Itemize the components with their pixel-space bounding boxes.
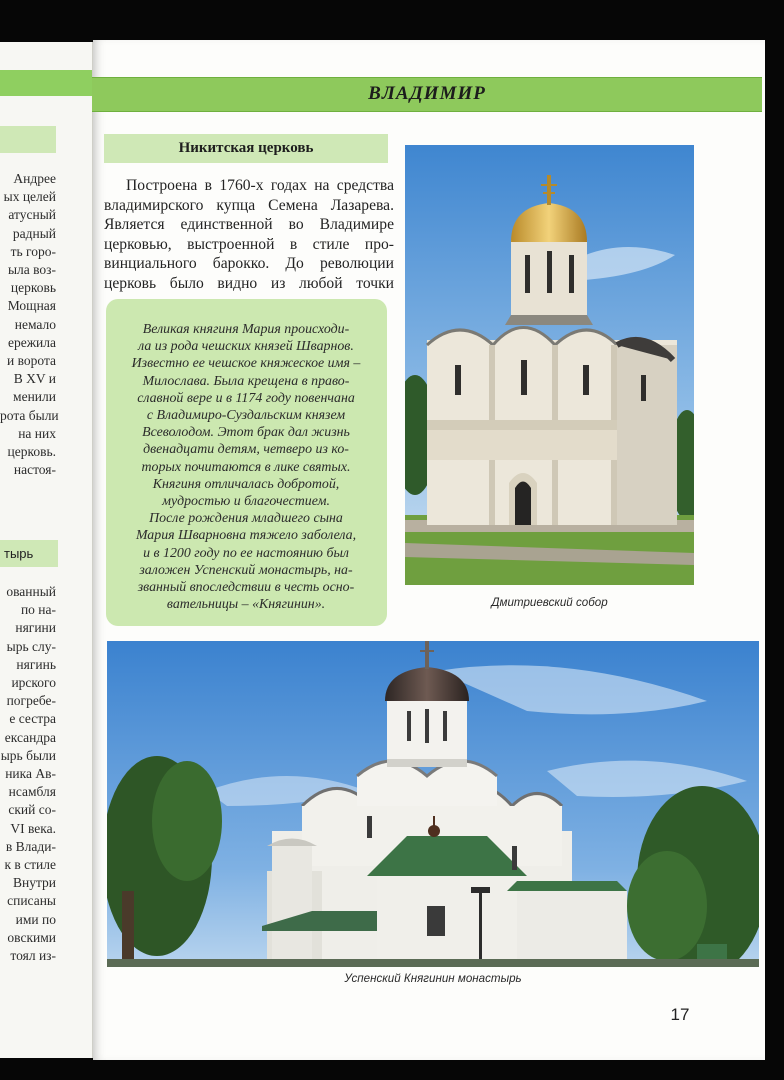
previous-page-line: ырь были	[0, 747, 56, 763]
previous-page-line: В XV и	[13, 371, 56, 387]
previous-page-line: менили	[13, 389, 56, 405]
info-line: заложен Успенский монастырь, на-	[139, 562, 353, 578]
info-line: двенадцати детям, четверо из ко-	[143, 442, 349, 458]
intro-line: церковью, выстроенной в стиле про-	[104, 235, 394, 253]
previous-page-line: ника Ав-	[5, 766, 56, 781]
intro-line: церковь было видно из любой точки	[104, 274, 394, 292]
previous-page-line: нягини	[15, 620, 56, 636]
info-box-text	[110, 321, 382, 613]
previous-page-line: Внутри	[12, 875, 56, 891]
previous-page-line: ими по	[15, 911, 56, 927]
previous-page-line: ский со-	[8, 802, 56, 818]
info-line: Известно ее чешское княжеское имя –	[131, 356, 361, 372]
info-line: Мария Шварновна тяжело заболела,	[135, 528, 357, 544]
info-line: Всеволодом. Этот брак дал жизнь	[142, 425, 350, 441]
previous-page-line: нягинь	[16, 656, 56, 672]
previous-page-line: ых целей	[3, 189, 56, 205]
intro-line: Построена в 1760-х годах на средства	[126, 177, 394, 194]
previous-page-line: погребе-	[6, 693, 56, 709]
intro-paragraph	[104, 176, 394, 294]
previous-page-line: Андрее	[13, 171, 56, 186]
previous-page-line: ть горо-	[10, 243, 56, 259]
monastery-photo	[107, 641, 759, 967]
previous-page-line: ованный	[6, 584, 56, 599]
previous-page-line: рота были	[0, 407, 59, 423]
cathedral-caption: Дмитриевский собор	[491, 596, 608, 609]
previous-page-line: ирского	[11, 675, 56, 690]
previous-page-line: немало	[14, 316, 56, 332]
cathedral-photo	[405, 145, 694, 585]
previous-page-line: списаны	[7, 893, 56, 909]
previous-page-line: в Влади-	[5, 838, 56, 854]
previous-page-subheading: тырь	[0, 540, 58, 567]
info-line: и в 1200 году по ее настоянию был	[143, 545, 349, 561]
section-heading: Никитская церковь	[104, 134, 388, 163]
monastery-caption: Успенский Княгинин монастырь	[344, 972, 522, 985]
previous-page-line: ырь слу-	[6, 638, 56, 654]
info-line: славной вере и в 1174 году повенчана	[137, 390, 355, 406]
previous-page-line: ександра	[4, 729, 56, 745]
page-title: ВЛАДИМИР	[368, 83, 486, 104]
info-line: После рождения младшего сына	[149, 511, 343, 527]
previous-page-line: ыла воз-	[7, 262, 56, 277]
intro-line: винциального барокко. До революции	[104, 255, 394, 273]
previous-page-line: церковь.	[7, 444, 56, 459]
previous-page-line: настоя-	[13, 462, 56, 478]
info-line: Милослава. Была крещена в право-	[142, 373, 350, 389]
page-number: 17	[670, 1005, 690, 1024]
info-line: ла из рода чешских князей Шварнов.	[138, 339, 354, 355]
previous-page-line: Мощная	[7, 298, 56, 314]
intro-line: Является единственной во Владимире	[104, 216, 394, 234]
previous-page-line: и ворота	[6, 353, 56, 368]
info-line: Великая княгиня Мария происходи-	[142, 322, 350, 337]
previous-page-line: тоял из-	[10, 948, 56, 963]
info-line: мудростью и благочестием.	[162, 494, 330, 510]
previous-page-subheading-box	[0, 126, 56, 153]
previous-page-line: к в стиле	[4, 857, 56, 872]
previous-page-line: овскими	[7, 929, 56, 945]
info-line: Княгиня отличалась добротой,	[152, 476, 340, 492]
previous-page-line: по на-	[20, 602, 56, 618]
previous-page-line: атусный	[8, 207, 56, 223]
info-line: званный впоследствии в честь осно-	[137, 580, 355, 596]
previous-page-line: церковь	[10, 280, 56, 296]
info-line: с Владимиро-Суздальским князем	[146, 408, 346, 424]
previous-page-line: VI века.	[10, 820, 56, 836]
previous-page-line: радный	[12, 225, 56, 241]
info-line: торых почитаются в лике святых.	[141, 459, 351, 475]
previous-page-line: на них	[18, 425, 56, 441]
previous-page-line: нсамбля	[8, 784, 56, 800]
previous-page-line: ережила	[7, 334, 56, 350]
info-line: вательницы – «Княгинин».	[166, 597, 326, 613]
intro-line: владимирского купца Семена Лазарева.	[104, 196, 394, 214]
previous-page-header-bar	[0, 70, 92, 96]
previous-page-line: е сестра	[9, 711, 56, 727]
